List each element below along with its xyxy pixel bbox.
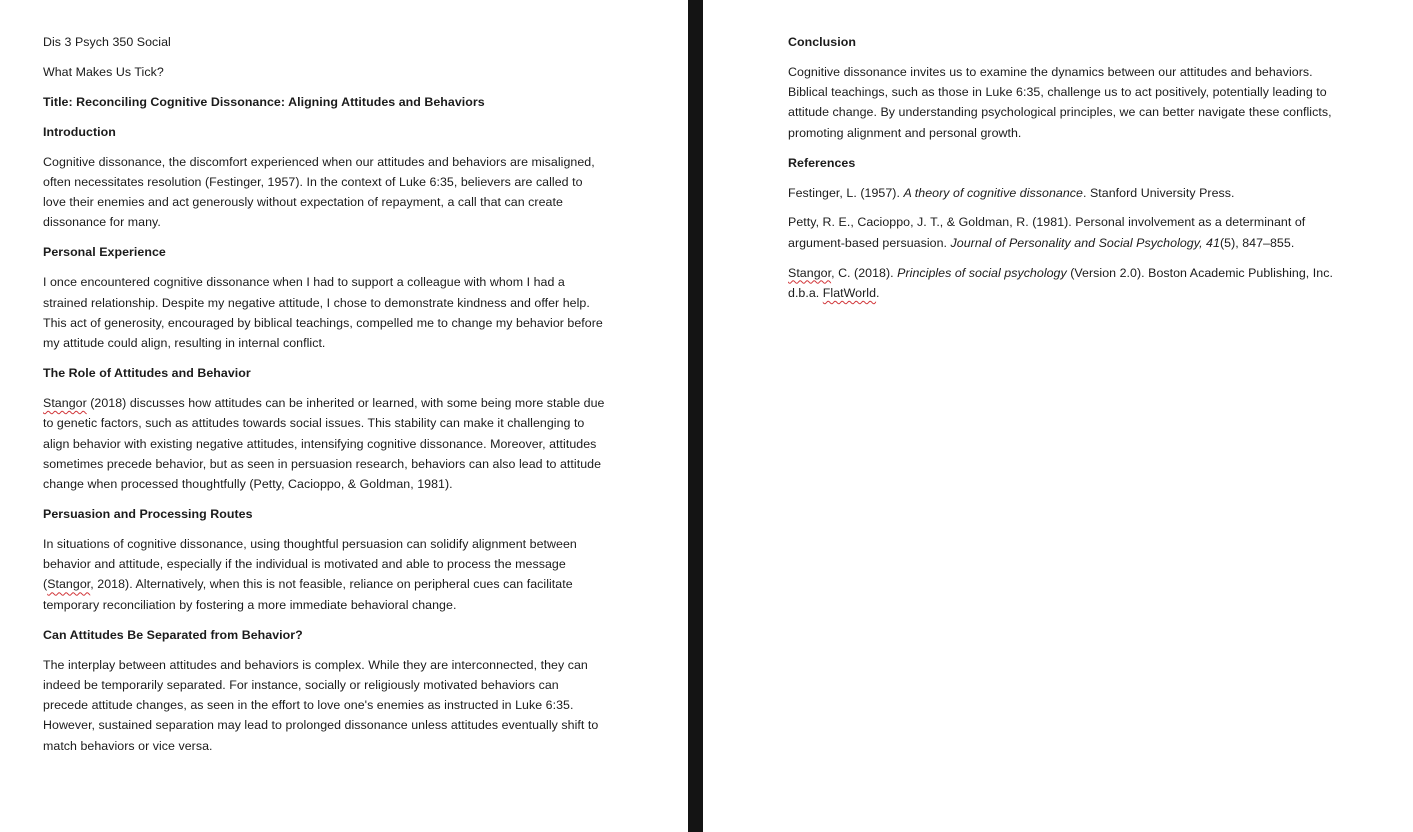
reference-stangor — [788, 263, 1340, 304]
page-gutter — [688, 0, 703, 832]
reference-stangor-initial: , C. (2018). — [831, 265, 898, 280]
page-text-column[interactable] — [788, 32, 1340, 303]
heading-persuasion: Persuasion and Processing Routes — [43, 506, 253, 521]
paragraph-separated: The interplay between attitudes and behaviors is complex. While they are interconnected, they can indeed be temporarily separated. For instance, socially or religiously motivated behaviors can precede attitude changes, as seen in the effort to love one's enemies as instructed in Luke 6:35. However, sustained separation may lead to prolonged dissonance unless attitudes eventually shift to match behaviors or vice versa. — [43, 657, 599, 753]
page-text-column[interactable] — [43, 32, 605, 756]
reference-festinger — [788, 183, 1340, 203]
document-page-right[interactable] — [703, 0, 1413, 832]
essay-title: Title: Reconciling Cognitive Dissonance: Aligning Attitudes and Behaviors — [43, 94, 485, 109]
reference-festinger-publisher: . Stanford University Press. — [1082, 185, 1235, 200]
heading-references: References — [788, 155, 856, 170]
heading-conclusion: Conclusion — [788, 35, 856, 49]
reference-stangor-title: Principles of social psychology — [897, 265, 1067, 280]
reference-stangor-version: (Version 2.0). Boston Academic Publishing, Inc. d.b.a. — [788, 265, 1333, 300]
paragraph-persuasion — [43, 534, 605, 615]
reference-petty-authors: Petty, R. E., Cacioppo, J. T., & Goldman, R. (1981). Personal involvement as a determinant of argument-based persuasion. — [788, 215, 1306, 250]
header-course: Dis 3 Psych 350 Social — [43, 35, 171, 49]
paragraph-persuasion-end: , 2018). Alternatively, when this is not feasible, reliance on peripheral cues can facilitate temporary reconciliation by fostering a more immediate behavioral change. — [43, 577, 573, 612]
document-page-left[interactable] — [0, 0, 688, 832]
paragraph-introduction: Cognitive dissonance, the discomfort experienced when our attitudes and behaviors are misaligned, often necessitates resolution (Festinger, 1957). In the context of Luke 6:35, believers are called to love their enemies and act generously without expectation of repayment, a call that can create dissonance for many. — [43, 154, 595, 230]
heading-role-attitudes: The Role of Attitudes and Behavior — [43, 366, 251, 381]
heading-separated: Can Attitudes Be Separated from Behavior? — [43, 627, 303, 642]
reference-petty-journal: Journal of Personality and Social Psychology, 41 — [950, 235, 1220, 250]
spellcheck-word-stangor[interactable]: Stangor — [47, 577, 91, 592]
spellcheck-word-stangor[interactable]: Stangor — [788, 265, 832, 280]
heading-personal-experience: Personal Experience — [43, 245, 166, 260]
paragraph-role-text: (2018) discusses how attitudes can be inherited or learned, with some being more stable due to genetic factors, such as attitudes towards social issues. This stability can make it challenging to align behavior with existing negative attitudes, intensifying cognitive dissonance. Moreover, attitudes sometimes precede behavior, but as seen in persuasion research, behaviors can also lead to attitude change when processed thoughtfully (Petty, Cacioppo, & Goldman, 1981). — [43, 395, 605, 492]
reference-festinger-author: Festinger, L. (1957). — [788, 185, 904, 200]
paragraph-persuasion-start: In situations of cognitive dissonance, using thoughtful persuasion can solidify alignment between behavior and attitude, especially if the individual is motivated and able to process the message ( — [43, 536, 577, 592]
reference-festinger-title: A theory of cognitive dissonance — [903, 185, 1083, 200]
reference-stangor-end: . — [876, 285, 880, 300]
spellcheck-word-stangor[interactable]: Stangor — [43, 395, 87, 410]
spellcheck-word-flatworld[interactable]: FlatWorld — [822, 285, 877, 300]
heading-introduction: Introduction — [43, 124, 116, 139]
reference-petty-pages: (5), 847–855. — [1219, 235, 1295, 250]
paragraph-personal-experience: I once encountered cognitive dissonance when I had to support a colleague with whom I had a strained relationship. Despite my negative attitude, I chose to demonstrate kindness and offer help. This act of generosity, encouraged by biblical teachings, compelled me to change my behavior before my attitude could align, resulting in internal conflict. — [43, 275, 603, 351]
paragraph-conclusion: Cognitive dissonance invites us to examine the dynamics between our attitudes and behaviors. Biblical teachings, such as those in Luke 6:35, challenge us to act positively, potentially leading to attitude change. By understanding psychological principles, we can better navigate these conflicts, promoting alignment and personal growth. — [788, 64, 1332, 140]
paragraph-role-attitudes — [43, 393, 605, 494]
reference-petty — [788, 212, 1340, 253]
header-discussion-title: What Makes Us Tick? — [43, 64, 164, 79]
